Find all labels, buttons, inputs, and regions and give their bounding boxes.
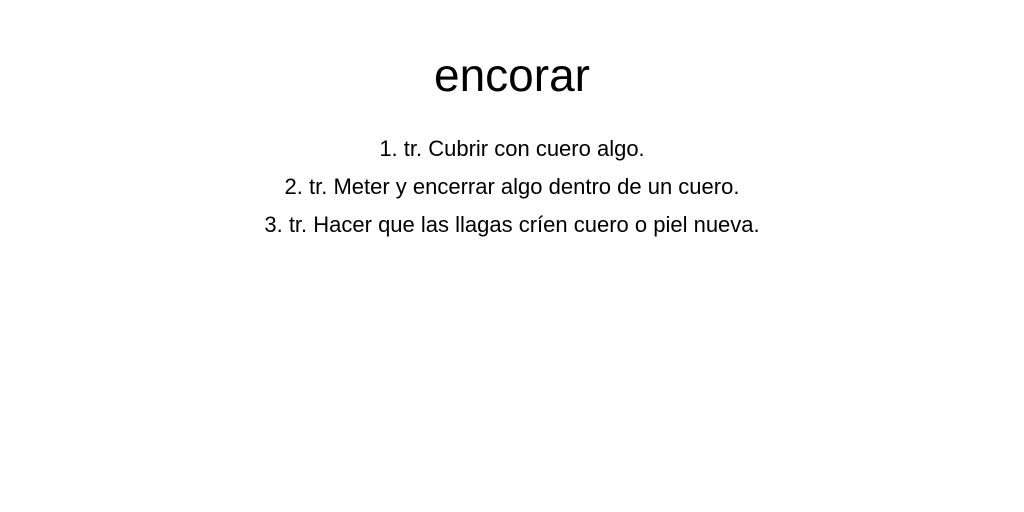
- entry-word-title: encorar: [434, 49, 590, 101]
- definition-2: 2. tr. Meter y encerrar algo dentro de un cuero.: [284, 174, 740, 199]
- definition-3: 3. tr. Hacer que las llagas críen cuero o piel nueva.: [264, 212, 760, 237]
- definitions-list: [0, 130, 1024, 244]
- definition-1: 1. tr. Cubrir con cuero algo.: [379, 136, 645, 161]
